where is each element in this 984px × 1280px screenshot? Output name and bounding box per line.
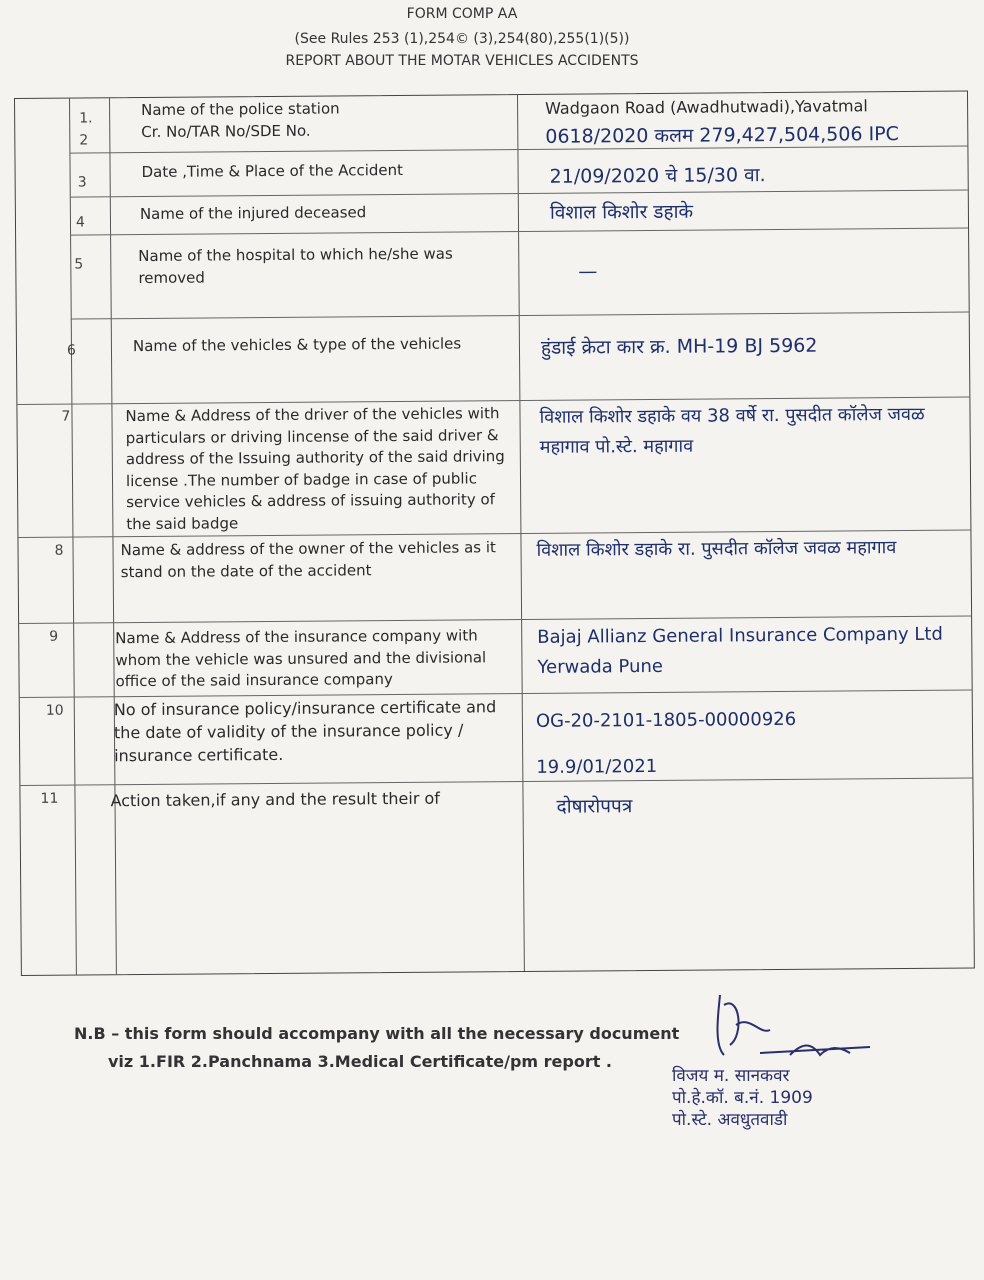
row-value-police-station: Wadgaon Road (Awadhutwadi),Yavatmal	[545, 96, 868, 118]
row-label: Action taken,if any and the result their of	[110, 788, 440, 811]
row-value-hospital: —	[578, 260, 598, 283]
row-value-insurance-company: Bajaj Allianz General Insurance Company Ltd Yerwada Pune	[537, 623, 943, 678]
row-value-injured-name: विशाल किशोर डहाके	[549, 200, 694, 224]
accident-report-table	[14, 91, 975, 976]
stamp-name: विजय म. सानकवर	[672, 1066, 790, 1086]
row-value-driver: विशाल किशोर डहाके वय 38 वर्षे रा. पुसदीत कॉलेज जवळ महागाव पो.स्टे. महागाव	[539, 403, 925, 458]
row-value-vehicle: हुंडाई क्रेटा कार क्र. MH-19 BJ 5962	[540, 334, 818, 359]
row-value-case-number: 0618/2020 कलम 279,427,504,506 IPC	[545, 123, 899, 148]
row-number: 2	[79, 132, 89, 149]
row-value-owner: विशाल किशोर डहाके रा. पुसदीत कॉलेज जवळ महागाव	[536, 537, 897, 561]
stamp-station: पो.स्टे. अवधुतवाडी	[672, 1110, 788, 1130]
row-number: 5	[74, 256, 84, 273]
officer-stamp	[672, 1065, 813, 1131]
row-label: No of insurance policy/insurance certificate and the date of validity of the insurance policy / insurance certificate.	[113, 697, 497, 766]
row-value-policy: OG-20-2101-1805-00000926 19.9/01/2021	[535, 708, 797, 778]
note-line-1: N.B – this form should accompany with all the necessary document	[74, 1024, 680, 1043]
row-label: Cr. No/TAR No/SDE No.	[141, 121, 311, 142]
note-line-2: viz 1.FIR 2.Panchnama 3.Medical Certificate/pm report .	[108, 1052, 613, 1071]
row-label: Name of the police station	[141, 99, 340, 120]
row-number: 8	[54, 542, 64, 559]
row-number: 9	[49, 628, 59, 645]
row-number: 10	[45, 702, 64, 719]
row-number: 1.	[79, 110, 93, 127]
row-label: Name & Address of the insurance company with whom the vehicle was unsured and the divisional office of the said insurance company	[115, 626, 487, 691]
row-number: 4	[75, 214, 85, 231]
row-value-date-time: 21/09/2020 चे 15/30 वा.	[549, 164, 766, 188]
row-label: Name & address of the owner of the vehicles as it stand on the date of the accident	[120, 538, 496, 581]
form-rules: (See Rules 253 (1),254© (3),254(80),255(1)(5))	[294, 31, 630, 47]
row-number: 11	[40, 790, 59, 807]
row-value-action: दोषारोपपत्र	[556, 795, 633, 818]
stamp-badge: पो.हे.कॉ. ब.नं. 1909	[672, 1088, 813, 1108]
row-label: Name & Address of the driver of the vehicles with particulars or driving lincense of the said driver & address of the Issuing authority of the said driving license .The number of badge in case of public service vehicles & address of issuing authority of the said badge	[125, 404, 505, 533]
row-label: Name of the hospital to which he/she was removed	[138, 244, 453, 287]
row-label: Name of the injured deceased	[139, 203, 367, 224]
form-subtitle: REPORT ABOUT THE MOTAR VEHICLES ACCIDENTS	[285, 53, 639, 69]
row-label: Date ,Time & Place of the Accident	[141, 160, 404, 181]
row-number: 7	[61, 408, 71, 425]
row-number: 3	[77, 174, 87, 191]
row-label: Name of the vehicles & type of the vehicles	[132, 334, 462, 356]
signature-icon	[700, 985, 880, 1065]
form-title: FORM COMP AA	[406, 6, 518, 22]
row-number: 6	[66, 342, 76, 359]
